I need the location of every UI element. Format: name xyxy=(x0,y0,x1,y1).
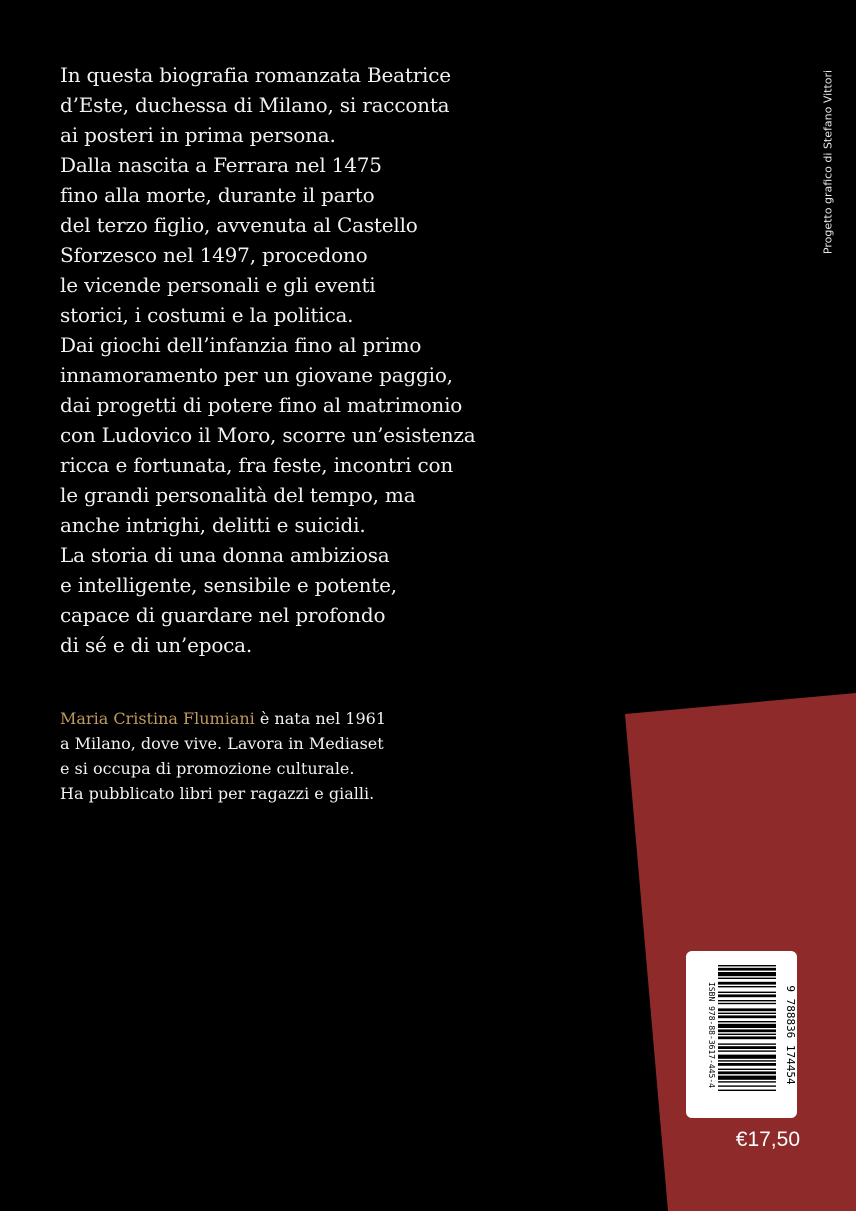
blurb-line: con Ludovico il Moro, scorre un’esistenza xyxy=(60,423,476,447)
barcode-bar xyxy=(718,994,776,997)
blurb-line: La storia di una donna ambiziosa xyxy=(60,543,390,567)
bio-line: a Milano, dove vive. Lavora in Mediaset xyxy=(60,734,384,753)
barcode-bar xyxy=(718,1076,776,1080)
barcode-bar xyxy=(718,1008,776,1011)
blurb-line: capace di guardare nel profondo xyxy=(60,603,386,627)
blurb-line: In questa biografia romanzata Beatrice xyxy=(60,63,451,87)
barcode-bar xyxy=(718,1071,776,1074)
blurb-line: storici, i costumi e la politica. xyxy=(60,303,354,327)
barcode-bar xyxy=(718,1036,776,1039)
blurb-line: del terzo figlio, avvenuta al Castello xyxy=(60,213,418,237)
barcode-bar xyxy=(718,1081,776,1082)
barcode-bar xyxy=(718,1090,776,1091)
blurb-line: d’Este, duchessa di Milano, si racconta xyxy=(60,93,450,117)
barcode-bar xyxy=(718,978,776,979)
blurb-line: anche intrighi, delitti e suicidi. xyxy=(60,513,366,537)
barcode-bar xyxy=(718,1060,776,1061)
barcode-bar xyxy=(718,1029,776,1032)
blurb-line: Sforzesco nel 1497, procedono xyxy=(60,243,368,267)
design-credit: Progetto grafico di Stefano Vittori xyxy=(821,69,835,255)
barcode-bar xyxy=(718,1046,776,1049)
bio-line: e si occupa di promozione culturale. xyxy=(60,759,355,778)
bio-line: Ha pubblicato libri per ragazzi e gialli. xyxy=(60,784,375,803)
isbn-barcode xyxy=(686,951,797,1118)
barcode-bar xyxy=(718,1055,776,1059)
blurb-line: Dai giochi dell’infanzia fino al primo xyxy=(60,333,422,357)
blurb-line: fino alla morte, durante il parto xyxy=(60,183,375,207)
blurb-line: e intelligente, sensibile e potente, xyxy=(60,573,397,597)
author-bio xyxy=(60,706,480,806)
blurb-line: di sé e di un’epoca. xyxy=(60,633,253,657)
blurb-line: le grandi personalità del tempo, ma xyxy=(60,483,416,507)
price-label: €17,50 xyxy=(735,1128,800,1151)
barcode-bar xyxy=(718,1050,776,1051)
barcode-bar xyxy=(718,1043,776,1044)
barcode-bar xyxy=(718,1000,776,1001)
barcode-bar xyxy=(718,986,776,987)
blurb-line: dai progetti di potere fino al matrimonio xyxy=(60,393,463,417)
back-cover-blurb xyxy=(60,60,500,660)
bio-first-line-rest: è nata nel 1961 xyxy=(254,709,387,728)
barcode-bar xyxy=(718,968,776,971)
barcode-isbn-text: ISBN 978-88-3617-445-4 xyxy=(707,982,716,1088)
barcode-bar xyxy=(718,972,776,976)
barcode-bar xyxy=(718,1024,776,1028)
blurb-line: innamoramento per un giovane paggio, xyxy=(60,363,453,387)
blurb-line: Dalla nascita a Ferrara nel 1475 xyxy=(60,153,382,177)
barcode-bar xyxy=(718,1069,776,1070)
barcode-bar xyxy=(718,992,776,993)
barcode-bar xyxy=(718,982,776,985)
barcode-bar xyxy=(718,1021,776,1022)
barcode-bar xyxy=(718,1063,776,1066)
barcode-bars xyxy=(718,965,776,1091)
barcode-bar xyxy=(718,1013,776,1014)
barcode-graphic xyxy=(686,951,797,1118)
blurb-line: ai posteri in prima persona. xyxy=(60,123,336,147)
barcode-digits: 9 788836 174454 xyxy=(784,985,797,1085)
author-name: Maria Cristina Flumiani xyxy=(60,709,255,728)
blurb-line: ricca e fortunata, fra feste, incontri con xyxy=(60,453,454,477)
blurb-line: le vicende personali e gli eventi xyxy=(60,273,376,297)
barcode-bar xyxy=(718,1015,776,1018)
bio-line xyxy=(60,706,480,731)
barcode-bar xyxy=(718,1003,776,1004)
barcode-bar xyxy=(718,1034,776,1035)
barcode-bar xyxy=(718,965,776,966)
barcode-bar xyxy=(718,1085,776,1086)
